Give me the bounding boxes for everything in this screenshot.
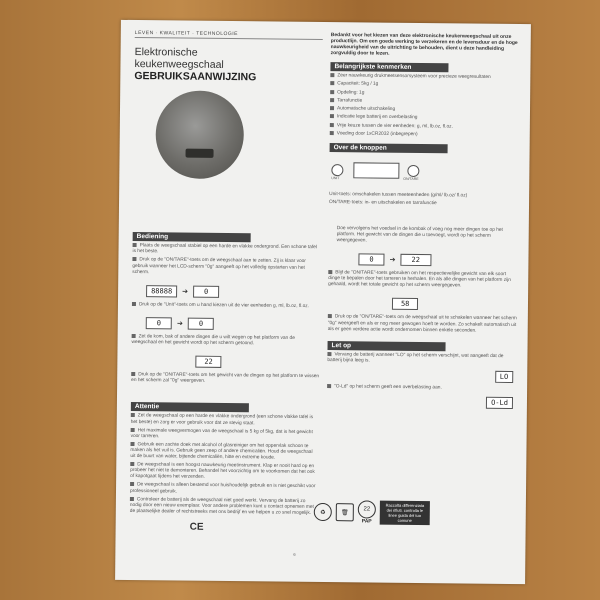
attentie-item: Het maximale weegvermogen van de weegschaal is 5 kg of 5kg, dat is het gewicht voor tarreren. [130, 427, 313, 440]
bullet-icon [330, 90, 334, 94]
lcd-weight: 22 [195, 356, 222, 368]
unit-button-label: UNIT [331, 176, 340, 181]
bediening-step-2: Druk op de "ON/TARE"-toets om de weegschaal aan te zetten. Zij is klaar voor gebruik wanneer het LCD-scherm "0g" aangeeft op het volledig opstarten van het scherm. [132, 257, 306, 275]
right-step-8: Druk op de "ON/TARE"-toets om de weegschaal uit te schakelen wanneer het scherm "0g" weergeeft en als er nog meer gewogen hoeft te worden. Zo schakelt automatisch uit als er geen verdere actie wordt ondernomen binnen enkele seconden. [327, 314, 517, 334]
bediening-step-4: Zet de kom, bak of andere dingen die u wilt wegen op het platform van de weegschaal en het gewicht wordt op het scherm getoond. [131, 334, 295, 347]
tare-button-label: ON/TARE [403, 176, 419, 182]
feature-item: Automatische uitschakeling [330, 106, 520, 114]
feature-item: Vrije keuze tussen de vier eenheden: g, ml, lb.oz, fl.oz. [330, 123, 520, 131]
lcd-total: 58 [392, 298, 419, 310]
right-step-7: Blijf de "ON/TARE"-toets gebruiken om het respectievelijke gewicht van elk soort dinge te bepalen door het tarreren te herhalen. En als alle dingen van het platform zijn gehaald, wordt het totale gewicht op het scherm weergegeven. [328, 270, 511, 289]
lcd-lo-row [327, 364, 513, 384]
right-step-6: Doe vervolgens het voedsel in de kombak of voeg nog meer dingen toe op het platform. Het gewicht van de dingen die u toevoegt, wordt op het scherm weergegeven. [336, 226, 503, 244]
intro-text: Bedankt voor het kiezen van deze elektronische keukenweegschaal uit onze productlijn. Om een goede werking te verzekeren en de levensduur en de hoge nauwkeurigheid van de uitrichting te behouden, dient u deze handleiding zorgvuldig door te lezen. [330, 32, 518, 57]
lcd-unit-b: 0 [188, 317, 214, 329]
features-heading: Belangrijkste kenmerken [330, 62, 448, 72]
buttons-heading: Over de knoppen [330, 143, 448, 153]
product-lcd [186, 149, 214, 158]
lcd-lo: LO [495, 371, 514, 383]
figure-weight [195, 351, 319, 370]
bullet-icon [330, 106, 334, 110]
feature-item: Indicatie lege batterij en overbelasting [330, 114, 520, 122]
bullet-icon [328, 314, 332, 318]
arrow-right-icon: ➔ [176, 320, 183, 328]
bediening-step-5: Druk op de "ON/TARE"-toets om het gewicht van de dingen op het platform te wissen en het scherm zal "0g" weergeven. [131, 372, 320, 385]
arrow-right-icon: ➔ [182, 288, 189, 296]
feature-item: Voeding door 1xCR2032 (inbegrepen) [330, 131, 520, 139]
recycle-symbols [314, 500, 430, 525]
bullet-icon [330, 73, 334, 77]
title-line-1: Elektronische [134, 46, 198, 59]
bullet-icon [130, 462, 134, 466]
attentie-item: De weegschaal is een hoogst nauwkeurig meetinstrument. Klap er nooit hard op en probeer het niet te demonteren. Behandel het voorzichtig om te voorkomen dat het ook of kapotgaat tijdens het verzenden. [130, 462, 315, 481]
title-line-3: GEBRUIKSAANWIJZING [134, 70, 257, 84]
ce-mark: CE [189, 521, 204, 533]
letop-item-2: "O-Ld" op het scherm geeft een overbelasting aan. [327, 384, 517, 392]
lcd-unit-a: 0 [146, 317, 172, 329]
lcd-all-segments: 88888 [146, 285, 177, 297]
bullet-icon [328, 270, 332, 274]
lcd-zero: 0 [193, 285, 219, 297]
recycle-notice: Raccolta differenziata dei rifiuti. controlla le linee guida del tuo comune [380, 501, 430, 526]
figure-total [392, 293, 518, 312]
arrow-right-icon: ➔ [389, 256, 396, 264]
figure-unit [146, 312, 320, 332]
feature-item: Zeer nauwkeurig drukmeetsensorsysteem voor precieze weegresultaten [330, 73, 520, 81]
title-line-2: keukenweegschaal [134, 58, 224, 71]
bullet-icon [327, 352, 331, 356]
recycle-triangle-icon: 22 [358, 500, 376, 518]
attentie-item: De weegschaal is alleen bestemd voor huishoudelijk gebruik en is niet geschikt voor professioneel gebruik. [129, 482, 316, 495]
attentie-item: Controleer de batterij als de weegschaal niet goed werkt. Vervang de batterij zo nodig door een nieuw exemplaar. Voor andere problemen kunt u contact opnemen met de plaatselijke dealer of rechtstreeks met ons bedrijf en we helpen u zo snel mogelijk. [129, 496, 314, 516]
bullet-icon [330, 98, 334, 102]
product-photo [155, 90, 244, 179]
feature-item: Opdeling: 1g [330, 90, 520, 98]
bullet-icon [131, 413, 135, 417]
letop-item-1: Vervang de batterij wanneer "LO" op het scherm verschijnt, wat aangeeft dat de batterij bijna leeg is. [327, 352, 504, 364]
buttons-diagram [329, 158, 519, 192]
bullet-icon [130, 442, 134, 446]
bullet-icon [330, 81, 334, 85]
pap-badge [358, 500, 376, 524]
bediening-heading: Bediening [133, 232, 251, 242]
lcd-add-a: 0 [358, 253, 384, 265]
pap-label: PAP [361, 518, 372, 525]
left-column [130, 30, 323, 534]
bin-icon: 🗑 [336, 503, 354, 521]
tare-button-icon [407, 165, 419, 177]
tidyman-icon: ♻ [314, 503, 332, 521]
bullet-icon [132, 334, 136, 338]
bullet-icon [130, 497, 134, 501]
instruction-sheet [115, 20, 531, 584]
bullet-icon [330, 123, 334, 127]
lcd-overload: O-Ld [486, 397, 513, 409]
bullet-icon [131, 372, 135, 376]
bullet-icon [132, 257, 136, 261]
attentie-heading: Attentie [131, 402, 249, 412]
bullet-icon [330, 114, 334, 118]
bullet-icon [132, 302, 136, 306]
figure-startup [146, 280, 320, 300]
brand-tagline: LEVEN · KWALITEIT · TECHNOLOGIE [135, 30, 323, 40]
unit-button-icon [331, 164, 343, 176]
bediening-step-3: Druk op de "Unit"-toets om u hand kiezen uit de vier eenheden g, ml, lb.oz, fl.oz. [132, 302, 320, 310]
lcd-old-row [327, 390, 513, 410]
bullet-icon [131, 428, 135, 432]
lcd-add-b: 22 [400, 254, 431, 266]
bullet-icon [133, 243, 137, 247]
bullet-icon [327, 384, 331, 388]
attentie-item: Gebruik een zachte doek met alcohol of glasreiniger om het oppervlak schoon te maken als het vuil is. Gebruik geen zeep of andere chemicaliën. Houd de weegschaal uit de buurt van water, bijtende chemicaliën, hitte en extreme koude. [130, 442, 313, 461]
bullet-icon [130, 482, 134, 486]
tare-key-description: ON/TARE-toets: in- en uitschakelen en tarrafunctie [329, 200, 437, 207]
page-number: 6 [293, 551, 296, 557]
unit-key-description: Unit-toets: omschakelen tussen meeteenheden (g/ml/ lb.oz/ fl.oz) [329, 192, 468, 199]
feature-item: Tarrafunctie [330, 98, 520, 106]
bullet-icon [330, 131, 334, 135]
features-list [330, 73, 521, 139]
feature-item: Capaciteit: 5kg / 1g [330, 81, 520, 89]
bediening-step-1: Plaats de weegschaal stabiel op een harde en vlakke ondergrond. Een schone tafel is het beste. [132, 243, 317, 255]
display-icon [353, 162, 399, 178]
letop-heading: Let op [328, 341, 446, 351]
right-column [327, 32, 521, 410]
attentie-item: Zet de weegschaal op een harde en vlakke ondergrond (een schone vlakke tafel is het beste) en zorg er voor gebruik voor dat ze stevig staat. [130, 413, 314, 426]
figure-add [358, 248, 518, 268]
